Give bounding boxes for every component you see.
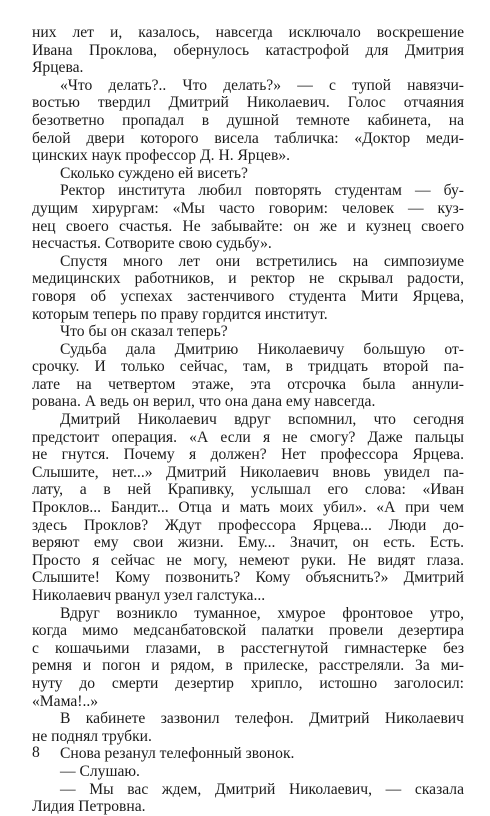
text-line: Слышите! Кому позвонить? Кому объяснить?» Дмитрий	[32, 569, 464, 587]
text-line: Ярцева.	[32, 59, 84, 77]
text-line: лате на четвертом этаже, эта отсрочка была аннули-	[32, 375, 464, 393]
text-line: Судьба дала Дмитрию Николаевичу большую от-	[60, 340, 464, 358]
text-line: дущим хирургам: «Мы часто говорим: человек — куз-	[32, 199, 464, 217]
text-line: Проклов... Бандит... Отца и мать моих убил». «А при чем	[32, 499, 464, 517]
text-line: нец своего счастья. Не забывайте: он же и кузнец своего	[32, 217, 464, 235]
text-line: Николаевич рванул узел галстука...	[32, 587, 266, 604]
text-line: Сколько суждено ей висеть?	[60, 164, 248, 182]
text-line: — Мы вас ждем, Дмитрий Николаевич, — сказала	[60, 780, 464, 798]
text-line: предстоит операция. «А если я не смогу? Даже пальцы	[32, 428, 464, 446]
text-line: Что бы он сказал теперь?	[60, 323, 228, 341]
text-line: них лет и, казалось, навсегда исключало воскрешение	[32, 24, 464, 41]
text-line: Лидия Петровна.	[32, 798, 146, 816]
text-line: лату, а в ней Крапивку, услышал его слова: «Иван	[32, 481, 464, 499]
text-line: «Мама!..»	[32, 692, 99, 710]
text-line: Ректор института любил повторять студентам — бу-	[60, 182, 464, 200]
text-line: которым теперь по праву гордится институт.	[32, 305, 328, 323]
text-line: цинских наук профессор Д. Н. Ярцев».	[32, 147, 291, 165]
text-line: В кабинете зазвонил телефон. Дмитрий Николаевич	[60, 710, 464, 728]
text-line: белой двери которого висела табличка: «Доктор меди-	[32, 129, 464, 147]
text-line: Дмитрий Николаевич вдруг вспомнил, что сегодня	[60, 411, 464, 429]
text-line: когда мимо медсанбатовской палатки провели дезертира	[32, 622, 464, 640]
text-line: Снова резанул телефонный звонок.	[60, 745, 295, 763]
text-line: с кошачьими глазами, в расстегнутой гимнастерке без	[32, 639, 464, 657]
text-line: безответно пропадал в душной темноте кабинета, на	[32, 111, 464, 129]
text-line: говоря об успехах застенчивого студента Мити Ярцева,	[32, 287, 464, 305]
text-line: нуту до смерти дезертир хрипло, истошно заголосил:	[32, 674, 464, 692]
text-line: не поднял трубки.	[32, 727, 152, 745]
text-line: Слышите, нет...» Дмитрий Николаевич вновь увидел па-	[32, 463, 464, 481]
body-text	[32, 24, 464, 816]
text-line: ремня и погон и рядом, в прилеске, расстреляли. За ми-	[32, 657, 464, 675]
text-line: несчастья. Сотворите свою судьбу».	[32, 235, 272, 253]
text-line: востью твердил Дмитрий Николаевич. Голос отчаяния	[32, 94, 464, 112]
text-line: «Что делать?.. Что делать?» — с тупой навязчи-	[60, 76, 464, 94]
text-line: не гнутся. Почему я должен? Нет профессора Ярцева.	[32, 446, 464, 464]
text-line: медицинских работников, и ректор не скрывал радости,	[32, 270, 464, 288]
text-line: здесь Проклов? Ждут профессора Ярцева... Люди до-	[32, 516, 464, 534]
text-line: срочку. И только сейчас, там, в тридцать второй па-	[32, 358, 464, 376]
text-line: Ивана Проклова, обернулось катастрофой для Дмитрия	[32, 41, 464, 59]
text-line: Спустя много лет они встретились на симпозиуме	[60, 252, 464, 270]
text-line: Вдруг возникло туманное, хмурое фронтовое утро,	[60, 604, 464, 622]
page-number: 8	[32, 744, 40, 761]
text-line: веряют ему свои жизни. Ему... Значит, он есть. Есть.	[32, 534, 464, 552]
text-line: Просто я сейчас не могу, немеют руки. Не видят глаза.	[32, 551, 464, 569]
text-line: рована. А ведь он верил, что она дана ему навсегда.	[32, 393, 376, 411]
text-line: — Слушаю.	[60, 762, 140, 780]
